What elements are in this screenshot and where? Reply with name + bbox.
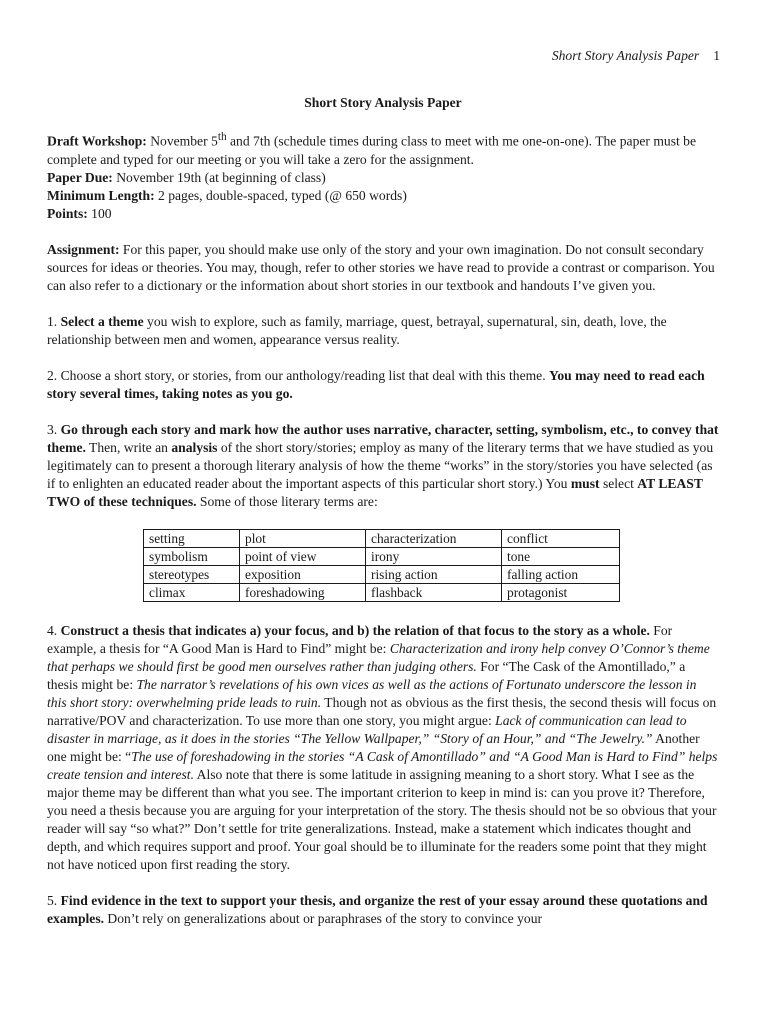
step-4 — [47, 622, 719, 874]
step-3-text: Some of those literary terms are: — [196, 493, 378, 509]
running-header — [552, 47, 720, 65]
due-label: Paper Due: — [47, 169, 113, 185]
step-3-bold: must — [570, 475, 600, 491]
step-3-text: Then, write an — [85, 439, 172, 455]
document-body — [47, 94, 719, 928]
length-line — [47, 187, 719, 205]
table-cell: irony — [366, 547, 502, 565]
table-cell: conflict — [502, 529, 620, 547]
length-label: Minimum Length: — [47, 187, 155, 203]
table-row — [144, 529, 620, 547]
step-3 — [47, 421, 719, 511]
table-cell: point of view — [240, 547, 366, 565]
thesis-example: Characterization and irony help convey O’Connor’s theme that perhaps we should first be good men ourselves rather than judging others. — [47, 640, 710, 674]
table-row — [144, 565, 620, 583]
due-text: November 19th (at beginning of class) — [112, 169, 326, 185]
table-cell: plot — [240, 529, 366, 547]
step-5-text: Don’t rely on generalizations about or paraphrases of the story to convince your — [104, 910, 543, 926]
draft-workshop-line — [47, 128, 719, 169]
assignment-label: Assignment: — [47, 241, 120, 257]
step-4-text: For example, a thesis for “A Good Man is Hard to Find” might be: — [47, 622, 673, 656]
step-3-bold: Go through each story and mark how the author uses narrative, character, setting, symbolism, etc., to convey that theme. — [47, 421, 719, 455]
step-2-bold: You may need to read each story several times, taking notes as you go. — [47, 367, 705, 401]
assignment-paragraph — [47, 241, 719, 295]
thesis-example: The use of foreshadowing in the stories “A Cask of Amontillado” and “A Good Man is Hard to Find” helps create tension and interest. — [47, 748, 718, 782]
table-cell: characterization — [366, 529, 502, 547]
step-5-bold: Find evidence in the text to support your thesis, and organize the rest of your essay around these quotations and examples. — [47, 892, 708, 926]
due-line — [47, 169, 719, 187]
page-number: 1 — [713, 48, 720, 63]
table-cell: protagonist — [502, 583, 620, 601]
table-cell: climax — [144, 583, 240, 601]
step-1-bold: Select a theme — [60, 313, 144, 329]
step-3-text: of the short story/stories; employ as many of the literary terms that we have studied as you legitimately can to present a thorough literary analysis of how the theme “works” in the story/stories you have selected (as if to enlighten an educated reader about the important aspects of this particular short story.) You — [47, 439, 714, 491]
step-3-text: select — [599, 475, 638, 491]
step-2-text: Choose a short story, or stories, from our anthology/reading list that deal with this theme. — [60, 367, 550, 383]
table-cell: flashback — [366, 583, 502, 601]
draft-date: November 5 — [146, 133, 218, 149]
step-4-text: Another one might be: “ — [47, 730, 700, 764]
points-label: Points: — [47, 205, 88, 221]
step-4-text: Though not as obvious as the first thesis, the second thesis will focus on narrative/POV and characterization. To use more than one story, you might argue: — [47, 694, 717, 728]
step-number: 2. — [47, 367, 61, 383]
draft-details: and 7th (schedule times during class to meet with me one-on-one). The paper must be complete and typed for our meeting or you will take a zero for the assignment. — [47, 133, 696, 167]
table-cell: tone — [502, 547, 620, 565]
table-cell: falling action — [502, 565, 620, 583]
step-4-bold: Construct a thesis that indicates a) your focus, and b) the relation of that focus to the story as a whole. — [60, 622, 650, 638]
assignment-text: For this paper, you should make use only of the story and your own imagination. Do not consult secondary sources for ideas or theories. You may, though, refer to other stories we have read to provide a contrast or comparison. You can also refer to a dictionary or the information about short stories in our textbook and handouts I’ve given you. — [47, 241, 715, 293]
thesis-example: The narrator’s revelations of his own vices as well as the actions of Fortunato underscore the lesson in this short story: overwhelming pride leads to ruin. — [47, 676, 697, 710]
step-number: 4. — [47, 622, 61, 638]
draft-label: Draft Workshop: — [47, 133, 147, 149]
running-title: Short Story Analysis Paper — [551, 48, 700, 63]
step-4-text: For “The Cask of the Amontillado,” a thesis might be: — [47, 658, 686, 692]
step-5 — [47, 892, 719, 928]
table-cell: symbolism — [144, 547, 240, 565]
literary-terms-table — [143, 529, 620, 602]
step-number: 3. — [47, 421, 61, 437]
step-3-bold: analysis — [171, 439, 218, 455]
points-text: 100 — [87, 205, 112, 221]
length-text: 2 pages, double-spaced, typed (@ 650 words) — [154, 187, 407, 203]
step-number: 5. — [47, 892, 61, 908]
table-cell: setting — [144, 529, 240, 547]
step-1 — [47, 313, 719, 349]
table-cell: foreshadowing — [240, 583, 366, 601]
step-4-text: Also note that there is some latitude in assigning meaning to a short story. What I see as the major theme may be different than what you see. The important criterion to keep in mind is: can you prove it? Therefore, you need a thesis because you are arguing for your interpretation of the story. The thesis should not be so obvious that your reader will say “so what?” Don’t settle for trite generalizations. Instead, make a statement which indicates thought and depth, and which requires support and proof. Your goal should be to illuminate for the readers some point that they might not have noticed upon first reading the story. — [47, 766, 717, 872]
step-2 — [47, 367, 719, 403]
document-title: Short Story Analysis Paper — [304, 95, 462, 110]
draft-date-suffix: th — [217, 131, 227, 143]
step-3-bold: AT LEAST TWO of these techniques. — [47, 475, 703, 509]
points-line — [47, 205, 719, 223]
assignment-info — [47, 128, 719, 223]
table-cell: rising action — [366, 565, 502, 583]
thesis-example: Lack of communication can lead to disaster in marriage, as it does in the stories “The Yellow Wallpaper,” “Story of an Hour,” and “The Jewelry.” — [47, 712, 687, 746]
table-cell: exposition — [240, 565, 366, 583]
table-row — [144, 583, 620, 601]
step-1-text: you wish to explore, such as family, marriage, quest, betrayal, supernatural, sin, death, love, the relationship between men and women, appearance versus reality. — [47, 313, 667, 347]
table-cell: stereotypes — [144, 565, 240, 583]
step-number: 1. — [47, 313, 61, 329]
table-row — [144, 547, 620, 565]
